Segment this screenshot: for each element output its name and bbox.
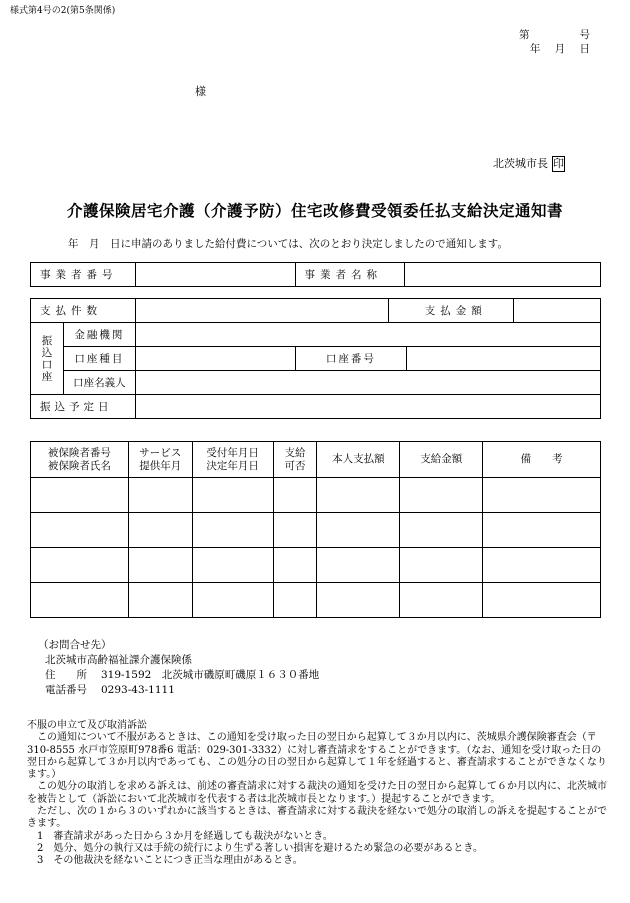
- table-row: [31, 513, 601, 548]
- header-service-line2: 提供年月: [139, 459, 182, 472]
- business-number-label: 事業者番号: [31, 263, 136, 287]
- payment-table: [30, 298, 601, 419]
- table-cell[interactable]: [273, 583, 317, 618]
- notice-item-1: 1 審査請求があった日から３か月を経過しても裁決がないとき。: [37, 830, 333, 842]
- contact-phone: [45, 682, 175, 697]
- payment-amount-label: 支払金額: [389, 299, 514, 323]
- header-service-line1: サービス: [139, 446, 182, 459]
- business-number-value[interactable]: [135, 263, 295, 287]
- header-eligibility-line2: 可否: [284, 459, 306, 472]
- notice-heading: 不服の申立て及び取消訴訟: [27, 720, 147, 731]
- table-cell[interactable]: [128, 548, 192, 583]
- table-cell[interactable]: [483, 513, 601, 548]
- document-number: [519, 27, 592, 42]
- table-cell[interactable]: [483, 583, 601, 618]
- table-cell[interactable]: [400, 478, 483, 513]
- table-cell[interactable]: [400, 513, 483, 548]
- contact-department: 北茨城市高齢福祉課介護保険係: [45, 654, 192, 666]
- table-row: [31, 583, 601, 618]
- table-cell[interactable]: [273, 478, 317, 513]
- document-date: 年 月 日: [529, 43, 592, 55]
- transfer-account-label: [31, 323, 64, 395]
- address-value: 319-1592 北茨城市磯原町磯原１６３０番地: [101, 669, 320, 681]
- issuer: [493, 155, 565, 172]
- page-title: 介護保険居宅介護（介護予防）住宅改修費受領委任払支給決定通知書: [66, 201, 563, 220]
- table-cell[interactable]: [483, 478, 601, 513]
- scheduled-date-value[interactable]: [135, 395, 600, 419]
- table-cell[interactable]: [317, 583, 400, 618]
- table-cell[interactable]: [128, 583, 192, 618]
- table-row: [31, 548, 601, 583]
- payment-count-label: 支払件数: [31, 299, 136, 323]
- business-name-label: 事業者名称: [295, 263, 405, 287]
- table-row: [31, 478, 601, 513]
- header-eligibility: [273, 442, 317, 478]
- header-service: [128, 442, 192, 478]
- header-insured-line2: 被保険者氏名: [47, 459, 111, 472]
- contact-heading: （お問合せ先）: [38, 639, 112, 651]
- notice-paragraph-1: この通知について不服があるときは、この通知を受け取った日の翌日から起算して３か月以内に、茨城県介護保険審査会（〒310-8555 水戸市笠原町978番6 電話：029-301-3332）に対し審査請求をすることができます。（なお、通知を受け取った日の翌日から起算して３か月以内であっても、この処分の日の翌日から起算して１年を経過すると、審査請求することができなくなります。）: [27, 732, 607, 781]
- doc-number-suffix: 号: [579, 29, 592, 41]
- table-cell[interactable]: [31, 513, 129, 548]
- header-eligibility-line1: 支給: [284, 446, 306, 459]
- account-holder-label: 口座名義人: [63, 371, 135, 395]
- transfer-account-char-3: 口: [41, 358, 53, 371]
- contact-address: [45, 667, 319, 682]
- table-cell[interactable]: [400, 548, 483, 583]
- transfer-account-char-1: 振: [41, 334, 53, 347]
- notice-section: [27, 720, 610, 868]
- account-number-value[interactable]: [407, 347, 601, 371]
- notice-paragraph-3: ただし、次の１から３のいずれかに該当するときは、審査請求に対する裁決を経ないで処分の取消しの訴えを提起することができます。: [27, 806, 607, 830]
- header-dates-line1: 受付年月日: [206, 446, 259, 459]
- table-cell[interactable]: [483, 548, 601, 583]
- recipient-suffix: 様: [195, 85, 206, 98]
- table-cell[interactable]: [31, 583, 129, 618]
- header-insured: [31, 442, 129, 478]
- account-type-value[interactable]: [135, 347, 295, 371]
- table-cell[interactable]: [192, 548, 273, 583]
- transfer-account-char-2: 込: [41, 346, 53, 359]
- seal-mark: 印: [553, 157, 564, 170]
- table-cell[interactable]: [128, 513, 192, 548]
- payment-amount-value[interactable]: [514, 299, 601, 323]
- notice-item-3: 3 その他裁決を経ないことにつき正当な理由があるとき。: [37, 855, 303, 867]
- header-insured-line1: 被保険者番号: [47, 446, 111, 459]
- header-remarks: 備 考: [483, 442, 601, 478]
- table-cell[interactable]: [31, 548, 129, 583]
- table-cell[interactable]: [400, 583, 483, 618]
- bank-value[interactable]: [135, 323, 600, 347]
- intro-text: 年 月 日に申請のありました給付費については、次のとおり決定しましたので通知します。: [68, 238, 508, 250]
- account-type-label: 口座種目: [63, 347, 135, 371]
- address-label: 住 所: [45, 669, 87, 681]
- doc-number-prefix: 第: [519, 29, 532, 41]
- header-dates: [192, 442, 273, 478]
- header-self-payment: 本人支払額: [317, 442, 400, 478]
- table-cell[interactable]: [273, 513, 317, 548]
- table-cell[interactable]: [192, 478, 273, 513]
- table-cell[interactable]: [128, 478, 192, 513]
- payment-count-value[interactable]: [135, 299, 389, 323]
- table-cell[interactable]: [31, 478, 129, 513]
- header-dates-line2: 決定年月日: [206, 459, 259, 472]
- detail-table: [30, 441, 601, 618]
- scheduled-date-label: 振込予定日: [31, 395, 136, 419]
- table-cell[interactable]: [317, 548, 400, 583]
- account-holder-value[interactable]: [135, 371, 600, 395]
- form-id: 様式第4号の2(第5条関係): [10, 6, 116, 16]
- transfer-account-char-4: 座: [41, 370, 53, 383]
- notice-item-2: 2 処分、処分の執行又は手続の続行により生ずる著しい損害を避けるため緊急の必要があるとき。: [37, 842, 483, 854]
- account-number-label: 口座番号: [295, 347, 407, 371]
- bank-label: 金融機関: [63, 323, 135, 347]
- phone-value: 0293-43-1111: [101, 684, 175, 696]
- notice-paragraph-2: この処分の取消しを求める訴えは、前述の審査請求に対する裁決の通知を受けた日の翌日から起算して６か月以内に、北茨城市を被告として（訴訟において北茨城市を代表する者は北茨城市長となります。）提起することができます。: [27, 781, 607, 805]
- business-name-value[interactable]: [405, 263, 601, 287]
- table-cell[interactable]: [317, 513, 400, 548]
- header-benefit-amount: 支給金額: [400, 442, 483, 478]
- table-cell[interactable]: [317, 478, 400, 513]
- table-cell[interactable]: [192, 583, 273, 618]
- business-table: [30, 262, 601, 287]
- phone-label: 電話番号: [45, 684, 87, 696]
- issuer-name: 北茨城市長: [493, 157, 548, 170]
- table-cell[interactable]: [192, 513, 273, 548]
- table-cell[interactable]: [273, 548, 317, 583]
